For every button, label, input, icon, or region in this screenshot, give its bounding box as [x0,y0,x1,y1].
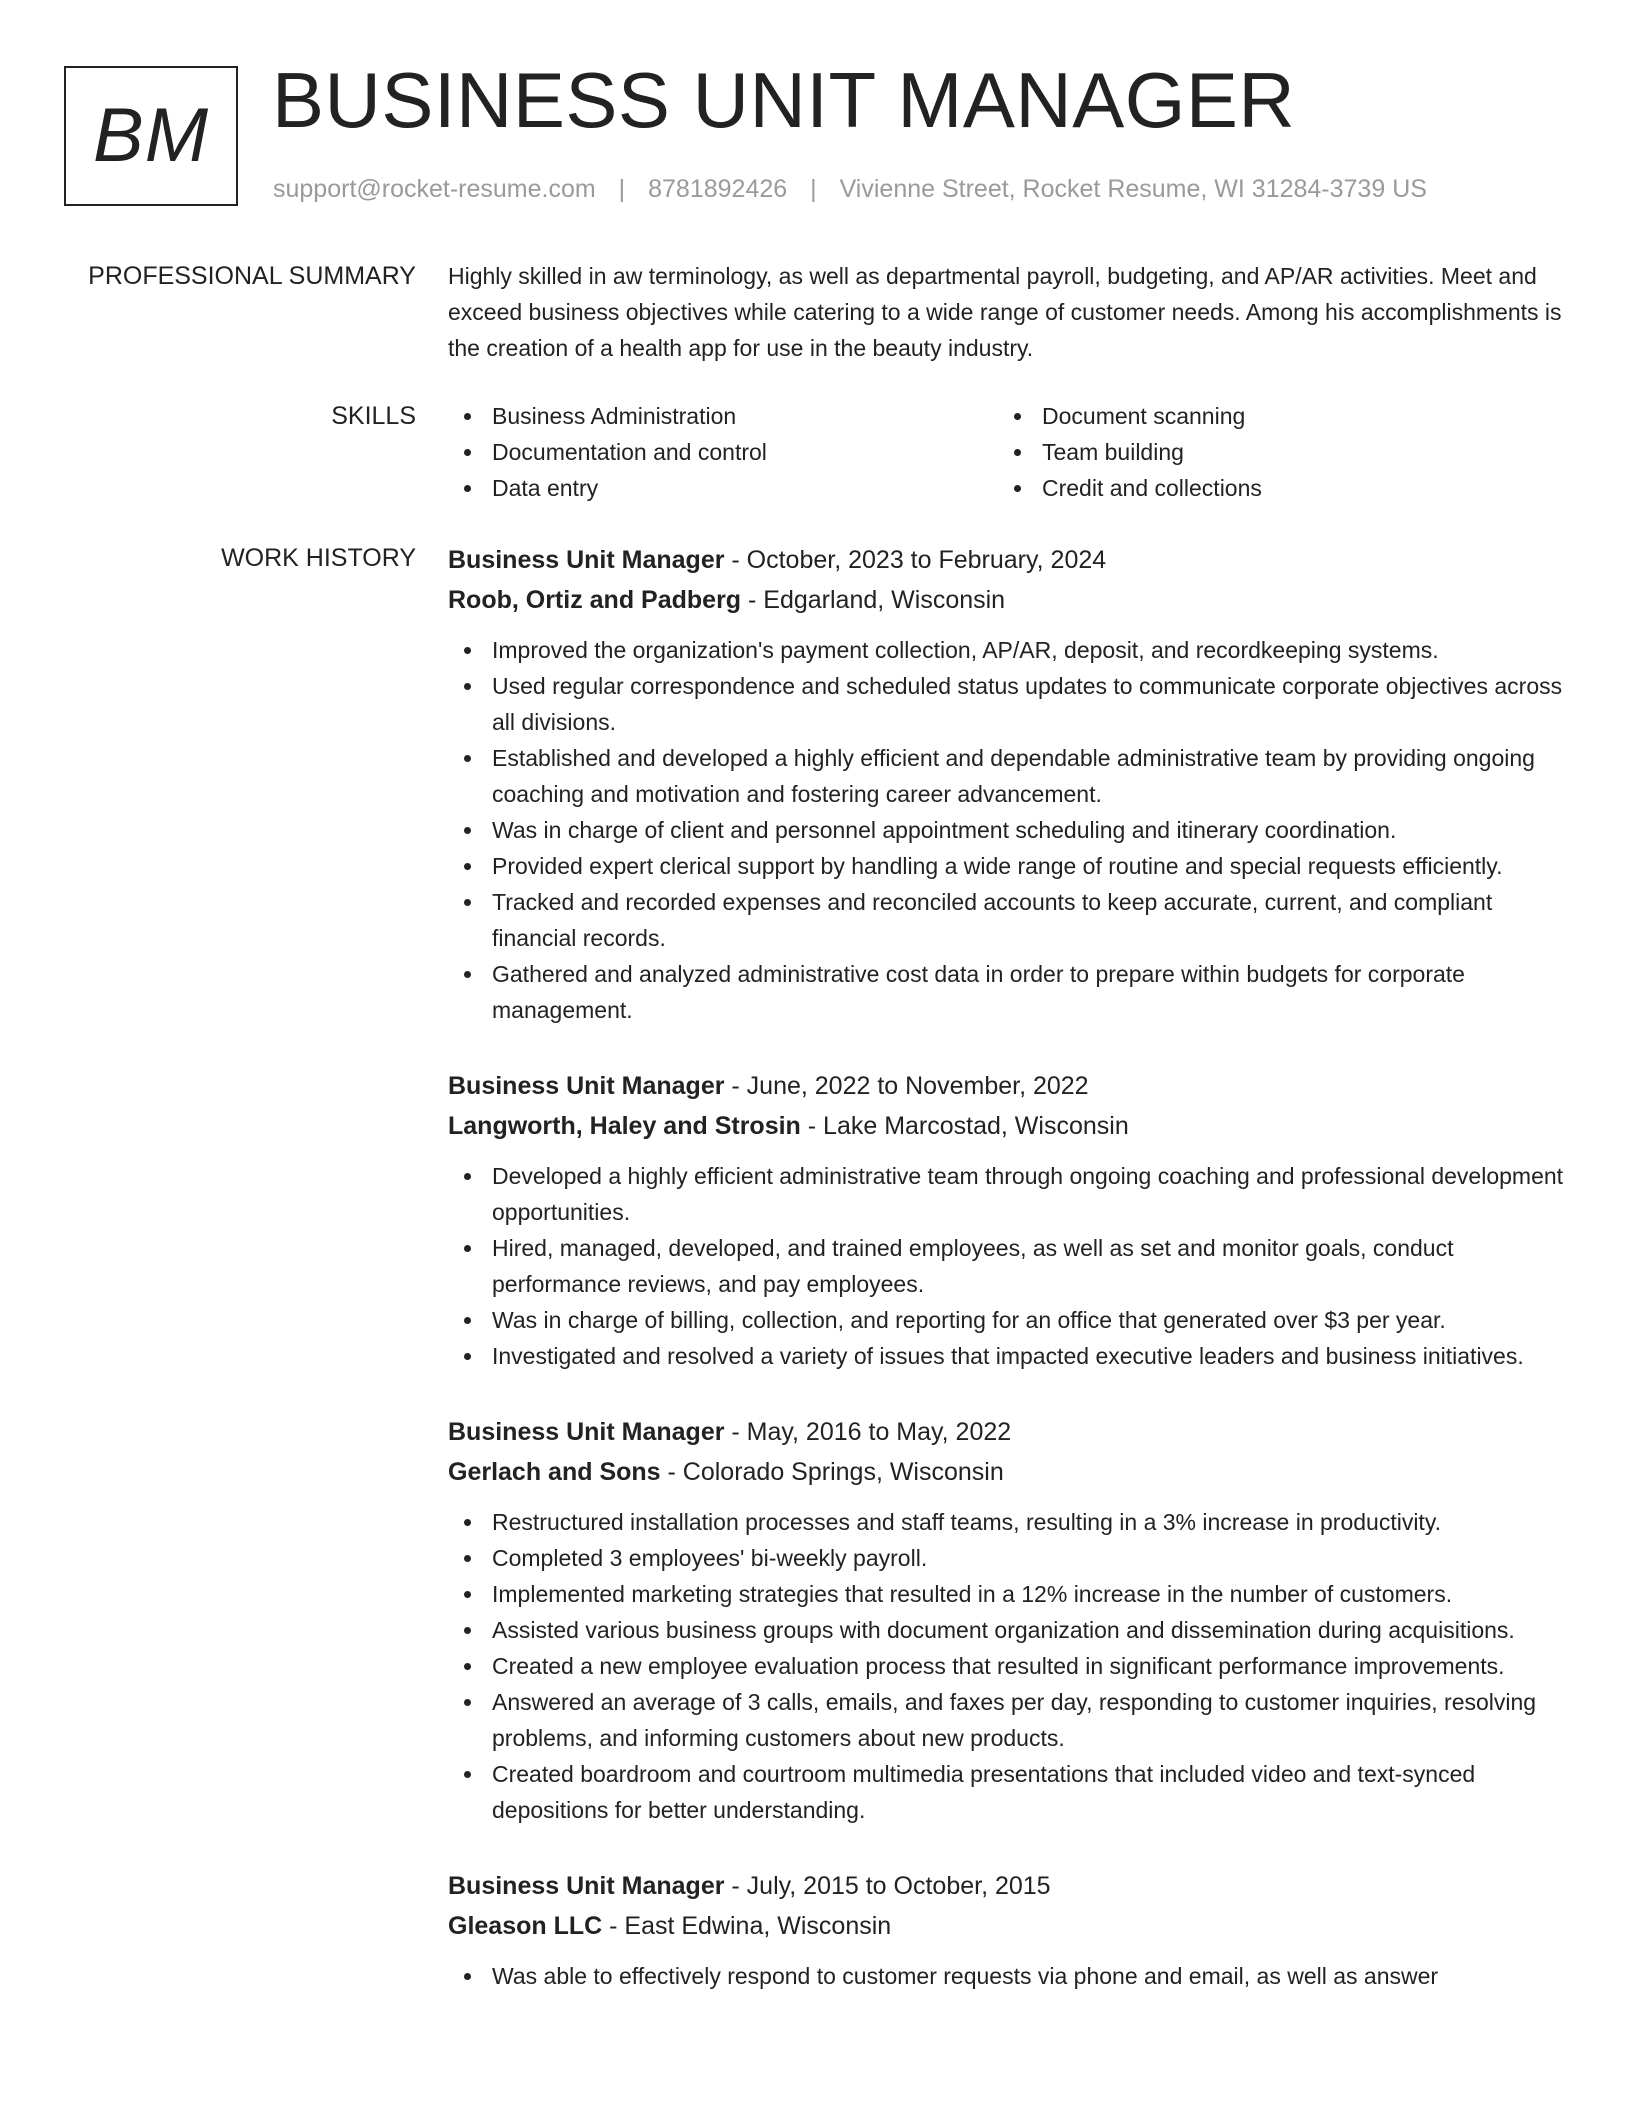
monogram-box [64,66,238,206]
job-bullets [448,632,1578,1028]
job-company-line [448,1106,1578,1146]
job-bullet: Was able to effectively respond to customer requests via phone and email, as well as answer [448,1958,1578,1994]
job-company-line [448,1906,1578,1946]
job-entry [448,1412,1578,1828]
job-title: Business Unit Manager [448,1072,725,1100]
job-bullet: Investigated and resolved a variety of issues that impacted executive leaders and business initiatives. [448,1338,1578,1374]
skills-list-left [448,398,998,506]
job-dates: - June, 2022 to November, 2022 [724,1072,1089,1100]
job-bullet: Restructured installation processes and staff teams, resulting in a 3% increase in productivity. [448,1504,1578,1540]
job-title: Business Unit Manager [448,546,725,574]
job-dates: - July, 2015 to October, 2015 [724,1872,1051,1900]
job-company-line [448,580,1578,620]
skill-item: Business Administration [448,398,998,434]
work-body [448,540,1578,2032]
job-bullets [448,1158,1578,1374]
contact-separator: | [618,175,626,203]
skills-list-right [998,398,1548,506]
job-bullet: Gathered and analyzed administrative cost data in order to prepare within budgets for corporate management. [448,956,1578,1028]
monogram-initials: BM [93,93,209,178]
job-company: Roob, Ortiz and Padberg [448,586,742,614]
job-bullet: Hired, managed, developed, and trained employees, as well as set and monitor goals, conduct performance reviews, and pay employees. [448,1230,1578,1302]
skill-item: Document scanning [998,398,1548,434]
job-title-line [448,1066,1578,1106]
job-company: Gerlach and Sons [448,1458,661,1486]
job-title-line [448,540,1578,580]
job-location: - East Edwina, Wisconsin [602,1912,892,1940]
job-entry [448,540,1578,1028]
job-bullet: Answered an average of 3 calls, emails, and faxes per day, responding to customer inquiries, resolving problems, and informing customers about new products. [448,1684,1578,1756]
job-bullet: Completed 3 employees' bi-weekly payroll. [448,1540,1578,1576]
job-entry [448,1066,1578,1374]
job-company: Langworth, Haley and Strosin [448,1112,801,1140]
contact-email[interactable]: support@rocket-resume.com [273,175,596,203]
job-title: Business Unit Manager [448,1418,725,1446]
job-bullet: Created boardroom and courtroom multimedia presentations that included video and text-synced depositions for better understanding. [448,1756,1578,1828]
summary-body [448,258,1578,366]
job-bullet: Tracked and recorded expenses and reconciled accounts to keep accurate, current, and compliant financial records. [448,884,1578,956]
skills-body [448,398,1578,506]
job-bullet: Created a new employee evaluation process that resulted in significant performance improvements. [448,1648,1578,1684]
job-bullet: Developed a highly efficient administrative team through ongoing coaching and professional development opportunities. [448,1158,1578,1230]
job-dates: - May, 2016 to May, 2022 [724,1418,1012,1446]
job-bullet: Was in charge of billing, collection, and reporting for an office that generated over $3 per year. [448,1302,1578,1338]
job-company-line [448,1452,1578,1492]
job-dates: - October, 2023 to February, 2024 [724,546,1107,574]
contact-line [273,175,1427,204]
job-entry [448,1866,1578,1994]
job-title-line [448,1412,1578,1452]
section-label-work: WORK HISTORY [221,544,416,572]
job-bullet: Implemented marketing strategies that resulted in a 12% increase in the number of customers. [448,1576,1578,1612]
section-label-skills: SKILLS [331,402,416,430]
section-label-summary: PROFESSIONAL SUMMARY [88,262,416,290]
job-location: - Edgarland, Wisconsin [741,586,1006,614]
skill-item: Credit and collections [998,470,1548,506]
job-company: Gleason LLC [448,1912,603,1940]
job-bullet: Was in charge of client and personnel appointment scheduling and itinerary coordination. [448,812,1578,848]
job-title-line [448,1866,1578,1906]
summary-text: Highly skilled in aw terminology, as well as departmental payroll, budgeting, and AP/AR activities. Meet and exceed business objectives while catering to a wide range of customer needs. Among his accomplishments is the creation of a health app for use in the beauty industry. [448,263,1562,361]
contact-separator: | [810,175,817,203]
job-bullet: Improved the organization's payment collection, AP/AR, deposit, and recordkeeping systems. [448,632,1578,668]
job-bullet: Established and developed a highly efficient and dependable administrative team by providing ongoing coaching and motivation and fostering career advancement. [448,740,1578,812]
job-bullet: Provided expert clerical support by handling a wide range of routine and special requests efficiently. [448,848,1578,884]
resume-title: BUSINESS UNIT MANAGER [272,56,1296,144]
skill-item: Data entry [448,470,998,506]
job-location: - Colorado Springs, Wisconsin [660,1458,1004,1486]
job-title: Business Unit Manager [448,1872,725,1900]
job-bullet: Assisted various business groups with document organization and dissemination during acquisitions. [448,1612,1578,1648]
job-bullets [448,1504,1578,1828]
job-location: - Lake Marcostad, Wisconsin [800,1112,1129,1140]
contact-address: Vivienne Street, Rocket Resume, WI 31284-3739 US [839,175,1427,203]
job-bullet: Used regular correspondence and scheduled status updates to communicate corporate objectives across all divisions. [448,668,1578,740]
contact-phone[interactable]: 8781892426 [648,175,788,203]
job-bullets [448,1958,1578,1994]
skill-item: Team building [998,434,1548,470]
skill-item: Documentation and control [448,434,998,470]
